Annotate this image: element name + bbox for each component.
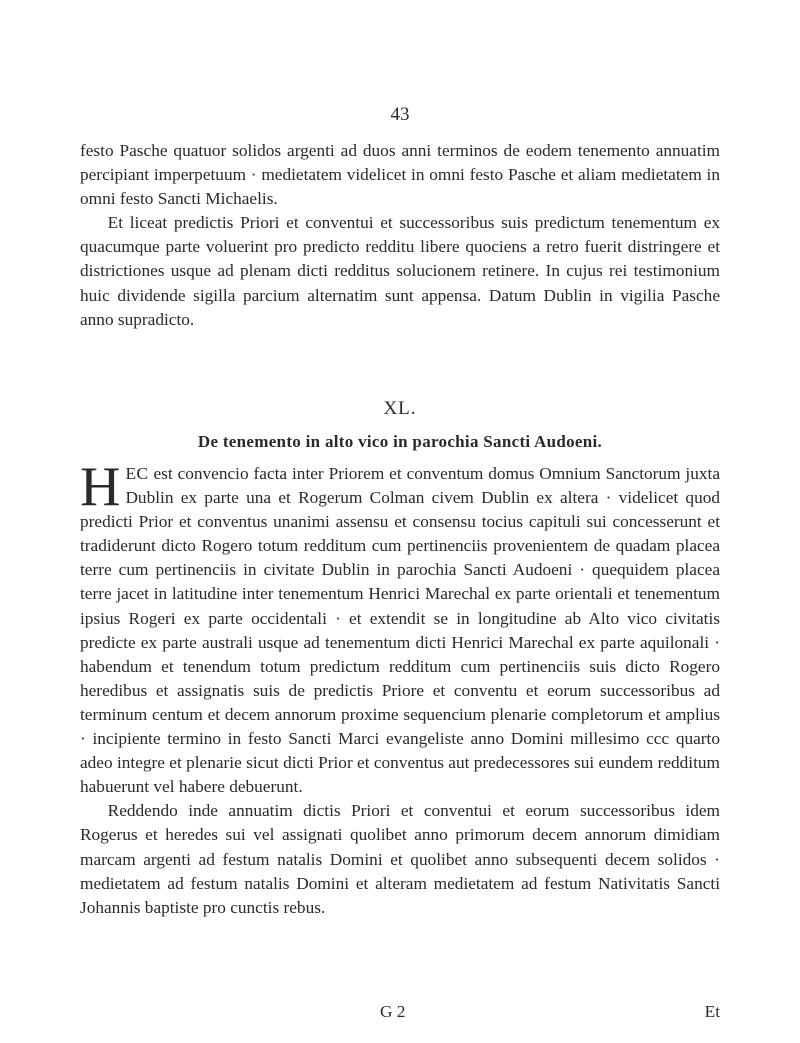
paragraph: festo Pasche quatuor solidos argenti ad duos anni terminos de eodem tenemento annuatim percipiant imperpetuum · medietatem videlicet in omni festo Pasche et aliam medietatem in omni festo Sancti Michaelis.	[80, 141, 720, 209]
paragraph-text: est convencio facta inter Priorem et conventum domus Omnium Sanctorum juxta Dublin ex parte una et Rogerum Colman civem Dublin ex altera · videlicet quod predicti Prior et conventus unanimi assensu et consensu tocius capituli sui concesserunt et tradiderunt dicto Rogero totum redditum cum pertinenciis provenientem de quadam placea terre cum pertinenciis in civitate Dublin in parochia Sancti Audoeni · quequidem placea terre jacet in latitudine inter tenementum Henrici Marechal ex parte orientali et tenementum ipsius Rogeri ex parte occidentali · et extendit se in longitudine ab Alto vico civitatis predicte ex parte australi usque ad tenementum dicti Henrici Marechal ex parte aquilonali · habendum et tenendum totum predictum redditum cum pertinenciis suis dicto Rogero heredibus et assignatis suis de predictis Priore et conventu et eorum successoribus ad terminum centum et decem annorum proxime sequencium plenarie completorum et amplius · incipiente termino in festo Sancti Marci evangeliste anno Domini millesimo ccc quarto adeo integre et plenarie sicut dicti Prior et conventus aut predecessores sui eundem redditum habuerunt vel habere debuerunt.	[80, 464, 720, 797]
section-body	[80, 456, 720, 920]
signature-mark: G 2	[380, 1002, 406, 1021]
section-numeral: XL.	[383, 398, 417, 419]
paragraph-with-initial	[80, 456, 720, 799]
paragraph: Reddendo inde annuatim dictis Priori et conventui et eorum successoribus idem Rogerus et heredes sui vel assignati quolibet anno primorum decem annorum dimidiam marcam argenti ad festum natalis Domini et quolibet anno subsequenti decem solidos · medietatem ad festum natalis Domini et alteram medietatem ad festum Nativitatis Sancti Johannis baptiste pro cunctis rebus.	[80, 801, 720, 917]
paragraph: Et liceat predictis Priori et conventui et successoribus suis predictum tenementum ex quacumque parte voluerint pro predicto redditu libere quociens a retro fuerit distringere et districtiones usque ad plenam dicti redditus solucionem retinere. In cujus rei testimonium huic dividende sigilla parcium alternatim sunt appensa. Datum Dublin in vigilia Pasche anno supradicto.	[80, 213, 720, 329]
drop-initial: H	[80, 456, 121, 518]
continuation-text	[80, 139, 720, 332]
first-word: EC	[125, 464, 149, 483]
page-number: 43	[390, 104, 410, 125]
section-heading: De tenemento in alto vico in parochia Sancti Audoeni.	[197, 432, 603, 451]
catchword: Et	[704, 1002, 720, 1021]
